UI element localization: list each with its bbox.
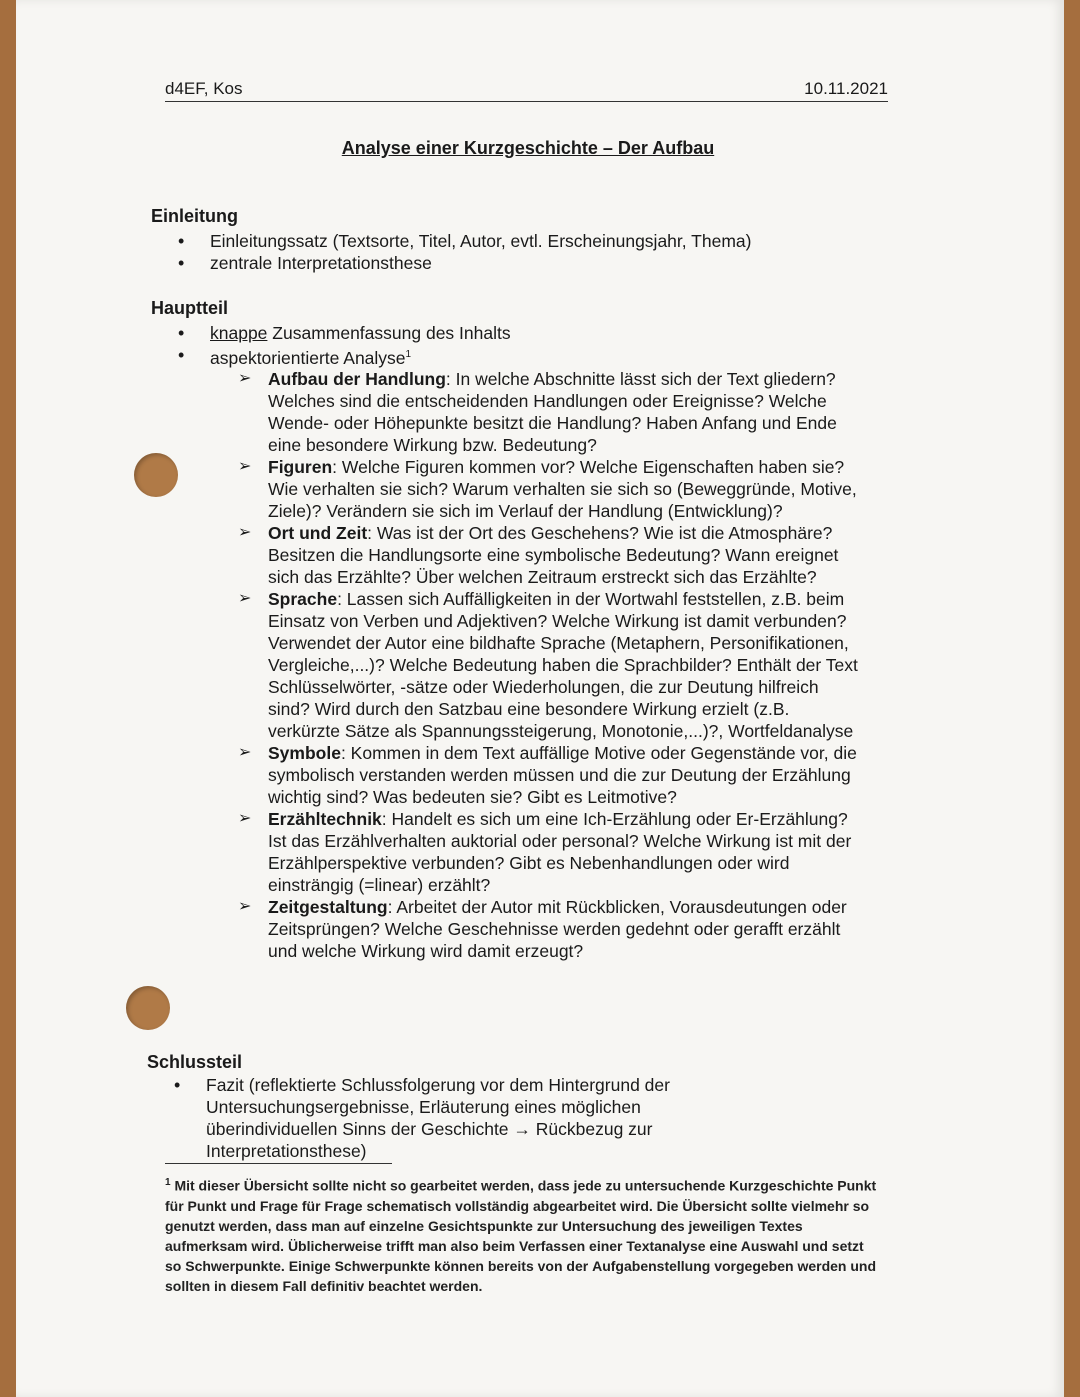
aspect-term: Aufbau der Handlung — [268, 369, 446, 389]
aspect-term: Ort und Zeit — [268, 523, 368, 543]
list-item: • Fazit (reflektierte Schlussfolgerung vor dem Hintergrund der Untersuchungsergebnisse, Erläuterung eines möglichen überindividuellen Sinns der Geschichte → Rückbezug zur Interpretationsthese) — [174, 1074, 714, 1162]
paper-sheet — [16, 0, 1064, 1397]
footnote — [165, 1173, 877, 1296]
heading-schlussteil: Schlussteil — [147, 1052, 243, 1072]
aspect-item — [238, 456, 858, 522]
class-author: d4EF, Kos — [165, 79, 243, 98]
footnote-emphasis: Aufgabenstellung vorgegeben — [592, 1257, 794, 1274]
punch-hole — [134, 453, 178, 497]
footnote-ref: 1 — [405, 349, 412, 360]
aspect-item — [238, 522, 858, 588]
aspect-text: : Arbeitet der Autor mit Rückblicken, Vorausdeutungen oder Zeitsprüngen? Welche Geschehnisse werden gedehnt oder gerafft erzählt und welche Wirkung wird damit erzeugt? — [268, 897, 847, 961]
list-item: • zentrale Interpretationsthese — [178, 252, 878, 274]
page-title: Analyse einer Kurzgeschichte – Der Aufbau — [341, 138, 715, 158]
underlined-word: knappe — [210, 323, 268, 343]
heading-hauptteil: Hauptteil — [151, 298, 229, 318]
aspect-text: : Kommen in dem Text auffällige Motive oder Gegenstände vor, die symbolisch verstanden werden müssen und die zur Deutung der Erzählung wichtig sind? Was bedeuten sie? Gibt es Leitmotive? — [268, 743, 857, 807]
einleitung-list — [178, 230, 878, 274]
list-item — [178, 344, 878, 369]
page-header — [165, 79, 888, 102]
heading-einleitung: Einleitung — [151, 206, 238, 226]
footnote-text: Mit dieser Übersicht sollte nicht so gearbeitet werden, dass jede zu untersuchende Kurzgeschichte Punkt für Punkt und Frage für Frage schematisch vollständig abgearbeitet wird. Die Übersicht sollte vielmehr so genutzt werden, dass man auf einzelne Gesichtspunkte zur Untersuchung des jeweiligen Textes aufmerksam wird. Üblicherweise trifft man also beim Verfassen einer Textanalyse eine Auswahl und setzt so Schwerpunkte. Einige Schwerpunkte können bereits von der — [165, 1177, 877, 1274]
schlussteil-list — [174, 1074, 714, 1162]
list-item — [178, 322, 878, 344]
item-text: aspektorientierte Analyse — [210, 347, 406, 368]
list-item: • Einleitungssatz (Textsorte, Titel, Autor, evtl. Erscheinungsjahr, Thema) — [178, 230, 878, 252]
aspect-text: : In welche Abschnitte lässt sich der Text gliedern? Welches sind die entscheidenden Handlungen oder Ereignisse? Welche Wende- oder Höhepunkte besitzt die Handlung? Haben Anfang und Ende eine besondere Wirkung bzw. Bedeutung? — [268, 369, 837, 455]
footnote-mark: 1 — [165, 1177, 171, 1188]
footnote-text-end: werden und sollten in diesem Fall definitiv beachtet werden. — [165, 1257, 877, 1294]
aspect-item — [238, 368, 858, 456]
aspect-item — [238, 808, 858, 896]
aspect-item — [238, 588, 858, 742]
aspect-text: : Was ist der Ort des Geschehens? Wie ist die Atmosphäre? Besitzen die Handlungsorte eine symbolische Bedeutung? Wann ereignet sich das Erzählte? Über welchen Zeitraum erstreckt sich das Erzählte? — [268, 523, 839, 587]
aspect-term: Symbole — [268, 743, 341, 763]
aspect-term: Zeitgestaltung — [268, 897, 388, 917]
aspect-term: Sprache — [268, 589, 338, 609]
aspect-term: Erzähltechnik — [268, 809, 382, 829]
aspect-text: : Lassen sich Auffälligkeiten in der Wortwahl feststellen, z.B. beim Einsatz von Verben und Adjektiven? Welche Wirkung ist damit verbunden? Verwendet der Autor eine bildhafte Sprache (Metaphern, Personifikationen, Vergleiche,...)? Welche Bedeutung haben die Sprachbilder? Enthält der Text Schlüsselwörter, -sätze oder Wiederholungen, die zur Deutung hilfreich sind? Wird durch den Satzbau eine besondere Wirkung erzielt (z.B. verkürzte Sätze als Spannungssteigerung, Monotonie,...)?, Wortfeldanalyse — [268, 589, 858, 741]
aspect-text: : Welche Figuren kommen vor? Welche Eigenschaften haben sie? Wie verhalten sie sich? Warum verhalten sie sich so (Beweggründe, Motive, Ziele)? Verändern sie sich im Verlauf der Handlung (Entwicklung)? — [268, 457, 857, 521]
aspect-item — [238, 742, 858, 808]
aspect-list — [238, 368, 858, 962]
item-text: Zusammenfassung des Inhalts — [267, 323, 511, 343]
hauptteil-list — [178, 322, 878, 369]
aspect-item — [238, 896, 858, 962]
punch-hole — [126, 986, 170, 1030]
footnote-divider — [165, 1163, 392, 1164]
aspect-text: : Handelt es sich um eine Ich-Erzählung oder Er-Erzählung? Ist das Erzählverhalten auktorial oder personal? Welche Wirkung ist mit der Erzählperspektive verbunden? Gibt es Nebenhandlungen oder wird einsträngig (=linear) erzählt? — [268, 809, 852, 895]
aspect-term: Figuren — [268, 457, 333, 477]
date: 10.11.2021 — [804, 79, 888, 98]
